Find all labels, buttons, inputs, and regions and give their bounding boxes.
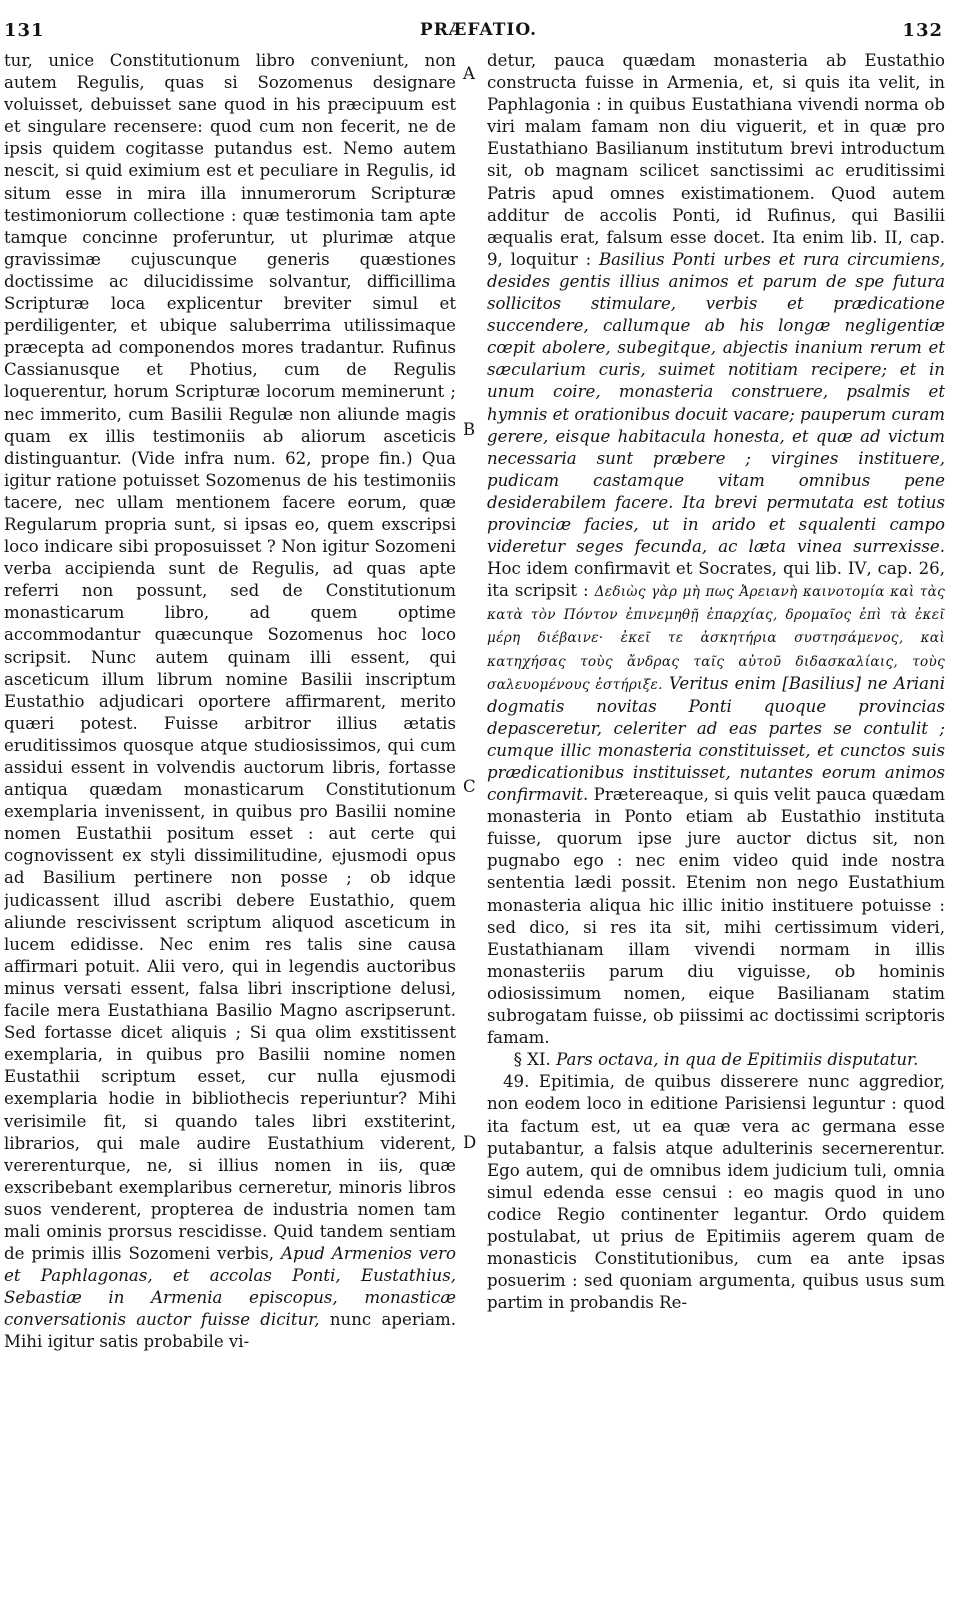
left-text-2: nunc aperiam. Mihi igitur satis probabile vi- bbox=[4, 1310, 456, 1352]
margin-letter-c: C bbox=[463, 777, 476, 796]
greek-quote: Δεδιὼς γὰρ μὴ πως Ἀρειανὴ καινοτομία καὶ τὰς κατὰ τὸν Πόντον ἐπινεμηθῇ ἐπαρχίας, δρομαῖος ἐπὶ τὰ ἐκεῖ μέρη διέβαινε· ἐκεῖ τε ἀσκητήρια συστησάμενος, καὶ κατηχήσας τοὺς ἄνδρας ταῖς αὐτοῦ διδασκαλίαις, τοὺς σαλευομένους ἐστήριξε. bbox=[487, 584, 945, 693]
right-text-1b: , cap. 9, loquitur : bbox=[487, 227, 945, 269]
running-title: PRÆFATIO. bbox=[419, 20, 538, 40]
paragraph-number: 49. bbox=[503, 1072, 530, 1092]
socrates-book-number: IV bbox=[847, 559, 867, 579]
left-text-1: tur, unice Constitutionum libro conveniunt, non autem Regulis, quas si Sozomenus designare voluisset, debuisset sane quod in his præcipuum est et singulare recensere: quod cum non fecerit, ne de ipsis quidem cogitasse putandus est. Nemo autem nescit, si quid eximium est et peculiare in Regulis, id situm esse in mira illa innumerorum Scripturæ testimoniorum collectione : quæ testimonia tam apte tamque concinne proferuntur, ut plurimæ atque gravissimæ cujuscunque generis quæstiones doctissime ac dilucidissime solvantur, difficillima Scripturæ loca explicentur breviter simul et perdiligenter, et ubique saluberrima utilissimaque præcepta ad componendos mores tradantur. Rufinus Cassianusque et Photius, cum de Regulis loquerentur, horum Scripturæ locorum meminerunt ; nec immerito, cum Basilii Regulæ non aliunde magis quam ex illis testimoniis ab aliorum asceticis distinguantur. (Vide infra num. 62, prope fin.) Qua igitur ratione potuisset Sozomenus de his testimoniis tacere, nec ullam mentionem facere eorum, quæ Regularum propria sunt, si ipsas eo, quem exscripsi loco indicare sibi proposuisset ? Non igitur Sozomeni verba accipienda sunt de Regulis, ad quas apte referri non possunt, sed de Constitutionum monasticarum libro, ad quem optime accommodantur quæcunque Sozomenus hoc loco scripsit. Nunc autem quinam illi essent, qui asceticum illum librum nomine Basilii inscriptum Eustathio adjudicari oportere affirmarent, merito quæri potest. Fuisse arbitror illius ætatis eruditissimos quosque atque studiosissimos, qui cum assidui essent in volvendis auctorum libris, fortasse antiqua quædam monasticarum Constitutionum exemplaria invenissent, in quibus pro Basilii nomine nomen Eustathii positum esset : aut certe qui cognovissent ex styli dissimilitudine, ejusmodi opus ad Basilium pertinere non posse ; ob idque judicassent illud ascribi debere Eustathio, quem aliunde rescivissent scriptum aliquod asceticum in lucem edidisse. Nec enim res talis sine causa affirmari potuit. Alii vero, qui in legendis auctoribus minus versati essent, falsa libri inscriptione delusi, facile mera Eustathiana Basilio Magno ascripserunt. Sed fortasse dicet aliquis ; Si qua olim exstitissent exemplaria, in quibus pro Basilii nomine nomen Eustathii scriptum esset, cur nulla ejusmodi exemplaria hodie in bibliothecis reperiuntur? Mihi verisimile fit, si quando tales libri exstiterint, librarios, qui male audire Eustathium viderent, vererenturque, ne, si illius nomen in iis, quæ exscribebant exemplaribus cerneretur, minoris libros suos venderent, propterea de industria nomen tam mali ominis prorsus rescidisse. Quid tandem sentiam de primis illis Sozomeni verbis, bbox=[4, 51, 456, 1264]
section-heading bbox=[487, 1049, 945, 1071]
left-paragraph bbox=[4, 50, 456, 1354]
right-text-1: detur, pauca quædam monasteria ab Eustathio constructa fuisse in Armenia, et, si quis ita velit, in Paphlagonia : in quibus Eustathiana vivendi norma ob viri malam famam non diu viguerit, et in quæ pro Eustathiano Basilianum institutum brevi introductum sit, ob magnam scilicet sanctissimi ac eruditissimi Patris apud omnes existimationem. Quod autem additur de accolis Ponti, id Rufinus, qui Basilii æqualis erat, falsum esse docet. Ita enim lib. bbox=[487, 51, 945, 247]
right-text-3: Prætereaque, si quis velit pauca quædam monasteria in Ponto etiam ab Eustathio instituta fuisse, quorum ipse jure auctor dictus sit, non pugnabo ego : nec enim video quid inde nostra sententia lædi possit. Etenim non nego Eustathium monasteria aliqua hic illic initio instituere potuisse : sed dico, si res ita sit, mihi certissimum videri, Eustathianam illam vivendi normam in illis monasteriis parum diu viguisse, ob hominis odiosissimum nomen, eique Basilianam statim subrogatam fuisse, ob piissimi ac doctissimi scriptoris famam. bbox=[487, 785, 945, 1048]
right-text-2: Hoc idem confirmavit et Socrates, qui lib. bbox=[487, 559, 848, 579]
section-title: Pars octava, in qua de Epitimiis disputatur. bbox=[556, 1050, 919, 1070]
margin-letter-d: D bbox=[463, 1133, 477, 1152]
section-label: § XI. bbox=[513, 1050, 551, 1070]
right-paragraph-2 bbox=[487, 1071, 945, 1314]
socrates-latin-quote: Veritus enim [Basilius] ne Ariani dogmatis novitas Ponti quoque provincias depasceretur, celeriter ad eas partes se contulit ; cumque illic monasteria constituisset, et cunctos suis prædicationibus instituisset, nutantes eorum animos confirmavit. bbox=[487, 673, 945, 805]
right-paragraph-1 bbox=[487, 50, 945, 1049]
running-header bbox=[0, 20, 957, 50]
rufinus-quote: Basilius Ponti urbes et rura circumiens, desides gentis illius animos et parum de spe futura sollicitos stimulare, verbis et prædicatione succendere, callumque ab his longæ negligentiæ cœpit abolere, subegitque, abjectis inanium rerum et sæcularium curis, suimet notitiam recipere; et in unum coire, monasteria construere, psalmis et hymnis et orationibus docuit vacare; pauperum curam gerere, eisque habitacula honesta, et quæ ad victum necessaria sunt præbere ; virgines instituere, pudicam castamque vitam omnibus pene desiderabilem facere. Ita brevi permutata est totius provinciæ facies, ut in arido et squalenti campo videretur seges fecunda, ac læta vinea surrexisse. bbox=[487, 249, 945, 557]
right-paragraph-2-text: Epitimia, de quibus disserere nunc aggredior, non eodem loco in editione Parisiensi leguntur : quod ita factum est, ut ea quæ vera ac germana esse putabantur, a falsis atque adulterinis secernerentur. Ego autem, qui de omnibus idem judicium tuli, omnia simul edenda esse censui : eo magis quod in uno codice Regio continenter legantur. Ordo quidem postulabat, ut prius de Epitimiis agerem quam de monasticis Constitutionibus, cum ea ante ipsas posuerim : sed quoniam argumenta, quibus usus sum partim in probandis Re- bbox=[487, 1072, 945, 1313]
margin-letter-a: A bbox=[463, 64, 475, 83]
right-column bbox=[487, 50, 945, 1585]
margin-letter-b: B bbox=[463, 420, 476, 439]
left-column bbox=[4, 50, 456, 1585]
rufinus-book-number: II bbox=[884, 227, 898, 247]
page-number-left: 131 bbox=[4, 20, 45, 41]
right-text-2b: , cap. 26, ita scripsit : bbox=[487, 559, 945, 601]
sozomenus-quote: Apud Armenios vero et Paphlagonas, et accolas Ponti, Eustathius, Sebastiæ in Armenia episcopus, monasticæ conversationis auctor fuisse dicitur, bbox=[4, 1244, 456, 1330]
page-number-right: 132 bbox=[902, 20, 943, 41]
